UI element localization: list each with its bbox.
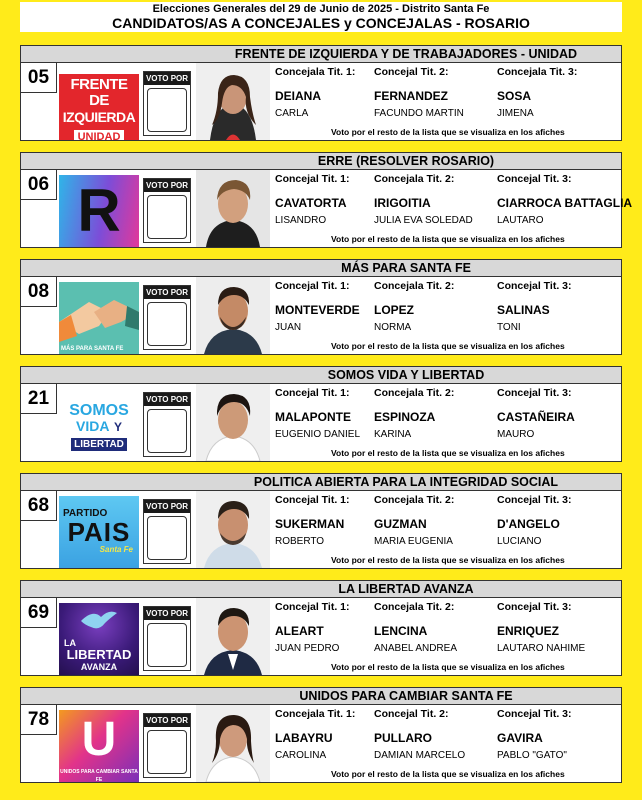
list-footer-note: Voto por el resto de la lista que se visualiza en los afiches [331,448,565,458]
party-list-68 [20,473,622,569]
party-list-06 [20,152,633,248]
candidate-photo [196,598,270,675]
vote-checkbox[interactable] [147,516,187,560]
bird-icon [79,607,119,633]
party-logo-somos: SOMOS VIDA Y LIBERTAD [59,389,139,461]
vote-box[interactable]: VOTO POR [143,178,191,243]
vote-box[interactable]: VOTO POR [143,71,191,136]
candidate-1: Concejal Tit. 1: MONTEVERDE JUAN [275,280,360,333]
candidate-1: Concejal Tit. 1: ALEART JUAN PEDRO [275,601,350,654]
vote-box[interactable]: VOTO POR [143,392,191,457]
list-footer-note: Voto por el resto de la lista que se visualiza en los afiches [331,127,565,137]
candidate-2: Concejal Tit. 2: FERNANDEZ FACUNDO MARTIN [374,66,464,119]
vote-checkbox[interactable] [147,302,187,346]
party-name: MÁS PARA SANTA FE [21,260,621,277]
candidate-2: Concejala Tit. 2: GUZMAN MARIA EUGENIA [374,494,455,547]
candidate-photo [196,277,270,354]
list-number: 21 [21,384,57,414]
candidate-2: Concejala Tit. 2: IRIGOITIA JULIA EVA SOLEDAD [374,173,473,226]
vote-checkbox[interactable] [147,88,187,132]
candidate-3: Concejal Tit. 3: GAVIRA PABLO "GATO" [497,708,572,761]
list-footer-note: Voto por el resto de la lista que se visualiza en los afiches [331,341,565,351]
party-list-69 [20,580,622,676]
vote-box[interactable]: VOTO POR [143,713,191,778]
party-logo-lla: LA LIBERTAD AVANZA [59,603,139,675]
candidate-2: Concejala Tit. 2: LOPEZ NORMA [374,280,455,333]
party-logo-pais: PARTIDO PAIS Santa Fe [59,496,139,568]
party-name: ERRE (RESOLVER ROSARIO) [21,153,621,170]
party-list-05 [20,45,622,141]
candidate-2: Concejala Tit. 2: LENCINA ANABEL ANDREA [374,601,457,654]
vote-box[interactable]: VOTO POR [143,285,191,350]
list-number: 68 [21,491,57,521]
candidate-3: Concejal Tit. 3: D'ANGELO LUCIANO [497,494,572,547]
list-footer-note: Voto por el resto de la lista que se visualiza en los afiches [331,769,565,779]
candidate-2: Concejal Tit. 2: PULLARO DAMIAN MARCELO [374,708,466,761]
vote-checkbox[interactable] [147,730,187,774]
candidate-3: Concejal Tit. 3: CASTAÑEIRA MAURO [497,387,575,440]
party-name: SOMOS VIDA Y LIBERTAD [21,367,621,384]
list-number: 08 [21,277,57,307]
election-title: Elecciones Generales del 29 de Junio de 2025 - Distrito Santa Fe [152,3,490,15]
list-footer-note: Voto por el resto de la lista que se visualiza en los afiches [331,662,565,672]
list-number: 05 [21,63,57,93]
candidate-1: Concejala Tit. 1: DEIANA CARLA [275,66,356,119]
vote-box[interactable]: VOTO POR [143,606,191,671]
party-list-21 [20,366,622,462]
party-logo-fit: FRENTE DE IZQUIERDA UNIDAD [59,68,139,140]
list-number: 06 [21,170,57,200]
ballot-subtitle: CANDIDATOS/AS A CONCEJALES y CONCEJALAS - ROSARIO [112,15,530,31]
vote-checkbox[interactable] [147,409,187,453]
candidate-1: Concejal Tit. 1: MALAPONTE EUGENIO DANIEL [275,387,361,440]
candidate-photo [196,170,270,247]
list-footer-note: Voto por el resto de la lista que se visualiza en los afiches [331,555,565,565]
candidate-1: Concejal Tit. 1: SUKERMAN ROBERTO [275,494,350,547]
ballot-header [20,2,622,32]
candidate-3: Concejal Tit. 3: ENRIQUEZ LAUTARO NAHIME [497,601,586,654]
party-list-78 [20,687,622,783]
candidate-photo [196,63,270,140]
list-footer-note: Voto por el resto de la lista que se visualiza en los afiches [331,234,565,244]
candidate-photo [196,384,270,461]
party-name: FRENTE DE IZQUIERDA Y DE TRABAJADORES - UNIDAD [21,46,621,63]
candidate-3: Concejala Tit. 3: SOSA JIMENA [497,66,578,119]
list-number: 78 [21,705,57,735]
list-number: 69 [21,598,57,628]
handshake-icon [59,282,139,354]
party-list-08 [20,259,622,355]
candidate-1: Concejal Tit. 1: CAVATORTA LISANDRO [275,173,350,226]
party-logo-erre: R [59,175,139,247]
candidate-photo [196,705,270,782]
vote-checkbox[interactable] [147,195,187,239]
candidate-2: Concejala Tit. 2: ESPINOZA KARINA [374,387,455,440]
party-name: POLITICA ABIERTA PARA LA INTEGRIDAD SOCIAL [21,474,621,491]
party-name: UNIDOS PARA CAMBIAR SANTA FE [21,688,621,705]
candidate-photo [196,491,270,568]
vote-checkbox[interactable] [147,623,187,667]
vote-box[interactable]: VOTO POR [143,499,191,564]
party-name: LA LIBERTAD AVANZA [21,581,621,598]
party-logo-unidos: U UNIDOS PARA CAMBIAR SANTA FE [59,710,139,782]
party-logo-mas-para-santa-fe: MÁS PARA SANTA FE [59,282,139,354]
candidate-1: Concejala Tit. 1: LABAYRU CAROLINA [275,708,356,761]
candidate-3: Concejal Tit. 3: CIARROCA BATTAGLIA LAUTARO [497,173,633,226]
candidate-3: Concejal Tit. 3: SALINAS TONI [497,280,572,333]
